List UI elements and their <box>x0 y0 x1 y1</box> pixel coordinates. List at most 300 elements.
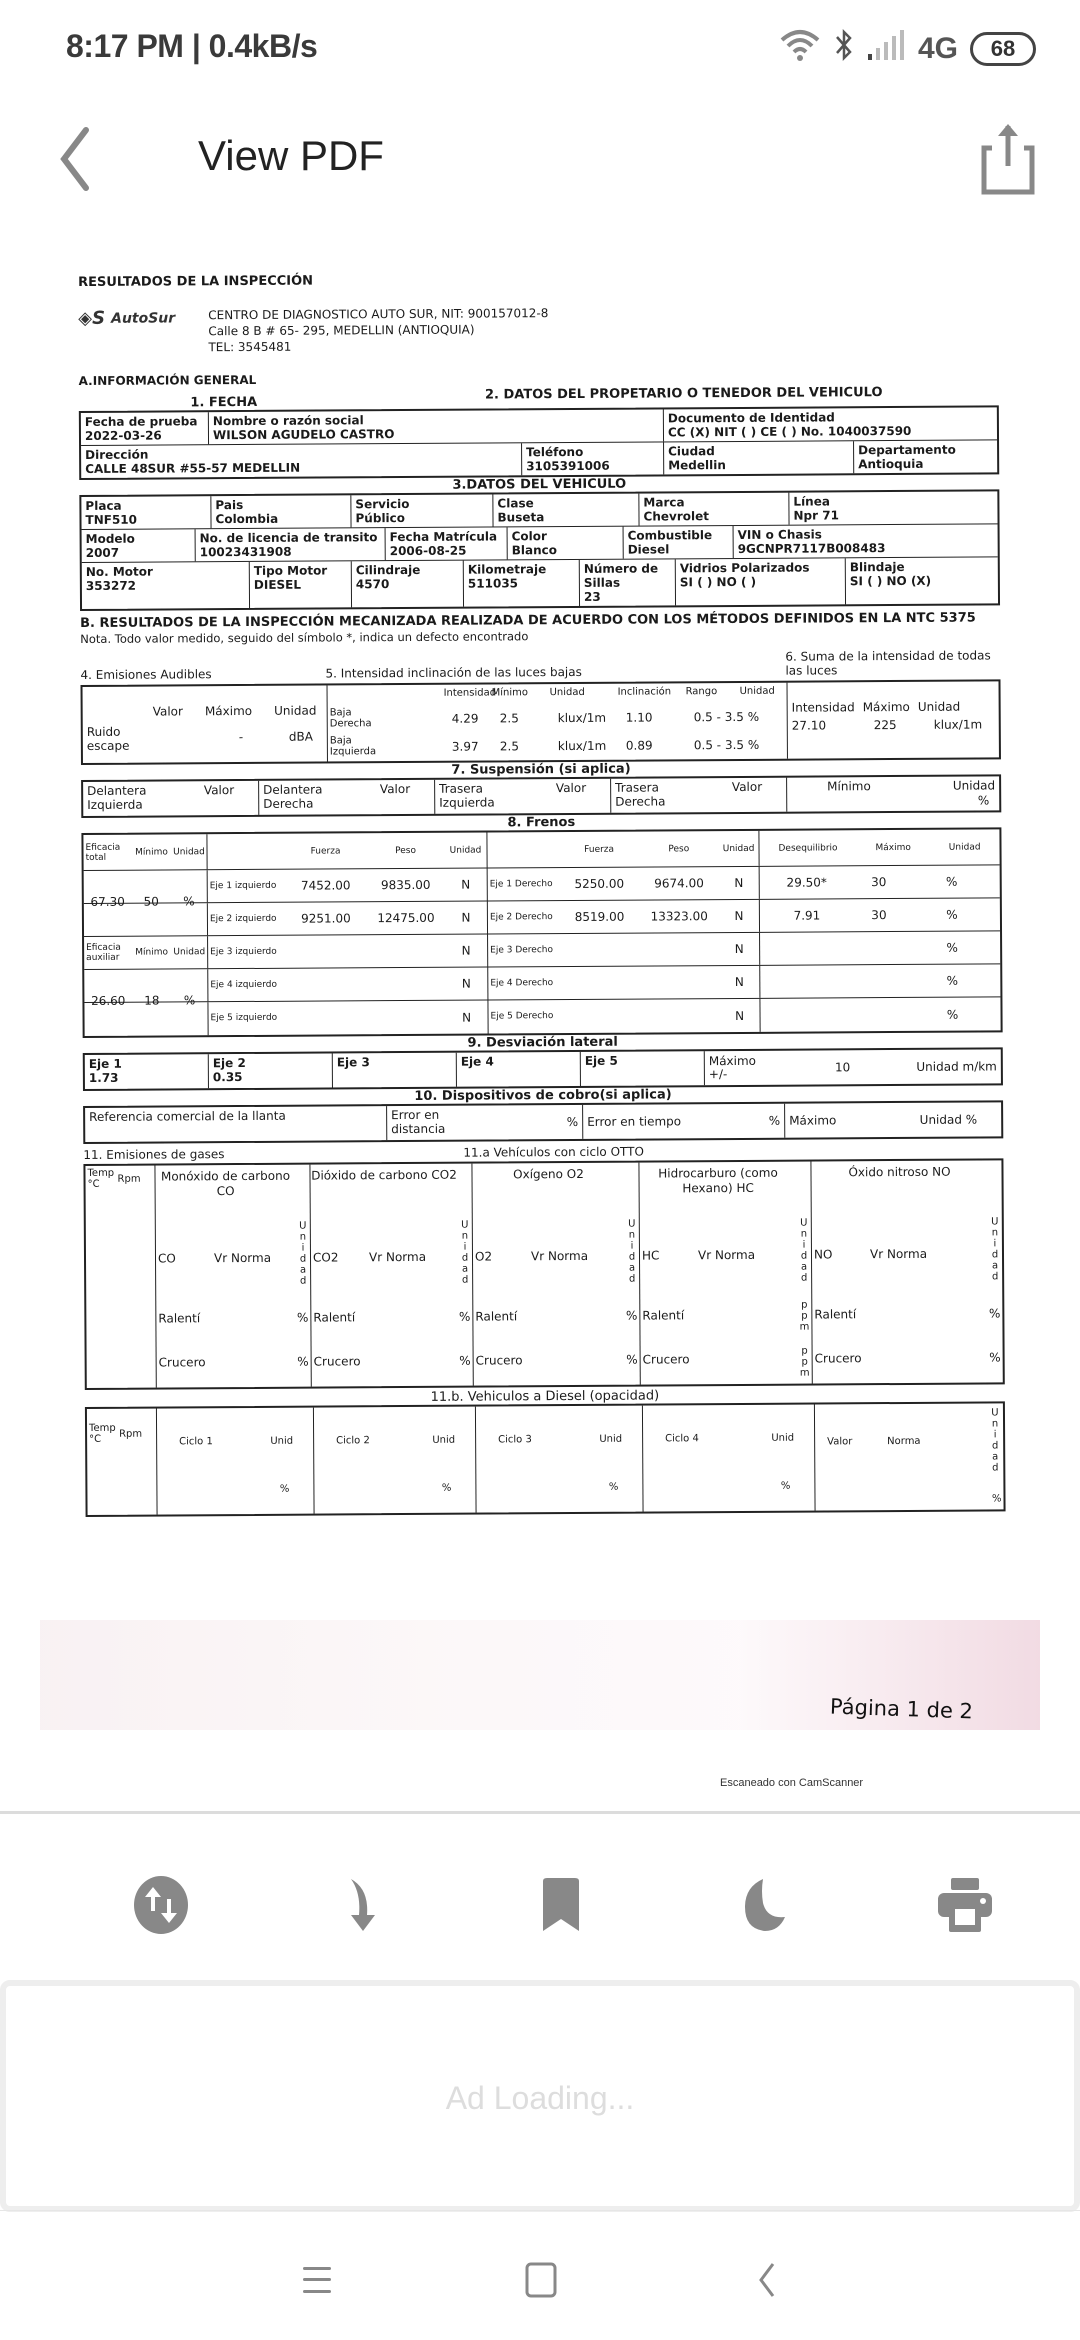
jump-to-page-button[interactable] <box>328 1870 398 1940</box>
eje-label: Eje 5 <box>584 1053 618 1068</box>
eje-value: 1.73 <box>88 1070 119 1085</box>
vehicle-field <box>508 527 624 560</box>
eficacia-cell <box>84 969 208 1008</box>
vehicle-field-value: Blanco <box>511 543 557 558</box>
vertical-char: m <box>799 1321 810 1333</box>
cobro-maximo: Máximo Unidad % <box>789 1112 978 1128</box>
scanner-note: Escaneado con CamScanner <box>720 1777 864 1789</box>
unidad-value: N <box>461 910 471 925</box>
vertical-char: d <box>628 1251 636 1263</box>
deseq-value <box>760 981 854 982</box>
unit-pct: % <box>625 1308 638 1323</box>
unit-pct: % <box>296 1310 309 1325</box>
suspension-value-label: Valor <box>731 779 763 795</box>
vehicle-field-label: Pais <box>215 497 244 513</box>
unid-label: Unid <box>771 1432 795 1444</box>
vertical-char: a <box>992 1451 999 1463</box>
swap-orientation-button[interactable] <box>126 1870 196 1940</box>
chevron-left-icon <box>50 124 110 194</box>
suspension-col <box>259 780 435 815</box>
documento-cell: Documento de Identidad CC (X) NIT ( ) CE ( ) No. 1040037590 <box>667 410 912 440</box>
vehicle-field-label: Placa <box>85 498 122 513</box>
cobro-error-tiempo: Error en tiempo % <box>583 1104 785 1139</box>
unid-label: Unid <box>270 1435 294 1447</box>
temp-label: Temp °C <box>89 1422 116 1445</box>
defect-note: Nota. Todo valor medido, seguido del símbolo *, indica un defecto encontrado <box>80 629 529 646</box>
ad-banner[interactable] <box>0 1980 1080 2212</box>
deseq-cell <box>760 964 1000 997</box>
vehicle-field-value: SI ( ) NO (X) <box>849 573 932 589</box>
ciclo-col <box>157 1408 315 1515</box>
home-button[interactable] <box>516 2260 566 2300</box>
ciclo-col <box>476 1406 644 1513</box>
ad-loading-text: Ad Loading... <box>445 2080 635 2116</box>
ralenti-label: Ralentí <box>158 1311 201 1326</box>
vehicle-field-label: Fecha Matrícula <box>389 529 498 545</box>
desviacion-eje <box>581 1051 705 1086</box>
unidad-value: N <box>461 943 471 958</box>
ralenti-label: Ralentí <box>814 1307 857 1322</box>
suspension-col <box>435 779 611 814</box>
unidad-label: Unidad <box>173 947 206 958</box>
axis-label: Eje 5 izquierdo <box>210 1012 278 1024</box>
share-button[interactable] <box>976 120 1040 200</box>
unidad-vertical-label <box>989 1407 1001 1473</box>
unidad-vertical-label <box>297 1221 309 1287</box>
company-address: Calle 8 B # 65- 295, MEDELLIN (ANTIOQUIA) <box>208 322 475 339</box>
ciclo-label: Ciclo 2 <box>336 1435 370 1447</box>
vehicle-field-label: Combustible <box>627 528 713 543</box>
vehicle-field-value: Colombia <box>215 511 279 527</box>
eficacia-cell <box>84 936 208 969</box>
luces-row-label: Baja Derecha <box>329 707 372 730</box>
unit-pct: % <box>988 1306 1001 1321</box>
frenos-row <box>84 865 1000 909</box>
crucero-label: Crucero <box>475 1353 523 1368</box>
left-axis <box>208 902 488 936</box>
eje-label: Eje 1 <box>88 1056 122 1071</box>
deseq-maximo: 30 <box>871 908 887 923</box>
vehicle-field <box>82 529 196 562</box>
ruido-cell: Valor Máximo Unidad Ruido escape - dBA <box>83 685 328 762</box>
swap-vertical-icon <box>133 1875 189 1935</box>
deseq-value: 29.50* <box>786 875 827 890</box>
deseq-unidad: % <box>946 1007 959 1022</box>
frenos-heading: 8. Frenos <box>507 814 576 831</box>
print-button[interactable] <box>930 1870 1000 1940</box>
rpm-label: Rpm <box>117 1173 141 1185</box>
right-axis <box>488 867 760 901</box>
gas-name: Monóxido de carbono CO <box>160 1168 291 1199</box>
logo-text: AutoSur <box>111 309 176 327</box>
vehicle-field-label: Línea <box>793 494 830 509</box>
unidad-vertical-label <box>459 1220 471 1286</box>
temp-label: Temp °C <box>87 1167 115 1190</box>
vehicle-field-value: 9GCNPR7117B008483 <box>737 541 886 556</box>
telefono-cell: Teléfono 3105391006 <box>522 442 664 475</box>
vehicle-field-label: Modelo <box>85 531 135 546</box>
crucero-label: Crucero <box>814 1351 862 1366</box>
vehicle-field-label: VIN o Chasis <box>737 527 822 542</box>
recent-apps-button[interactable] <box>292 2260 342 2300</box>
frenos-header-row <box>83 829 999 871</box>
luces-value: 2.5 <box>499 739 520 754</box>
signal-icon <box>866 30 906 68</box>
vr-norma-label: Vr Norma <box>368 1249 427 1265</box>
luces-row-label: Baja Izquierda <box>329 735 377 758</box>
frenos-row <box>84 964 1000 1008</box>
eficacia-cell <box>84 903 208 936</box>
deseq-value: 7.91 <box>793 908 821 923</box>
vehicle-field <box>211 495 351 528</box>
vehicle-field <box>351 494 493 527</box>
eje-value: 0.35 <box>212 1070 243 1085</box>
maximo-label: Máximo +/- <box>708 1053 757 1082</box>
gas-code: NO <box>813 1247 833 1262</box>
unidad-value: N <box>461 1010 472 1025</box>
eficacia-cell <box>84 1002 208 1036</box>
company-logo <box>78 307 198 329</box>
cobro-error-distancia: Error en distancia % <box>387 1105 583 1140</box>
vertical-char: p <box>801 1299 808 1311</box>
eficacia-total-label: Eficacia total <box>85 842 121 863</box>
deseq-unidad: % <box>945 874 958 889</box>
desviacion-eje <box>85 1054 209 1089</box>
vehicle-field <box>81 496 211 529</box>
unid-pct: % <box>279 1483 290 1495</box>
deseq-cell <box>760 997 1000 1031</box>
vehicle-field-label: Color <box>511 529 547 544</box>
curved-arrow-down-icon <box>343 1877 383 1933</box>
vertical-char: p <box>801 1310 808 1322</box>
suspension-table <box>81 774 1001 818</box>
minimo-label: Mínimo <box>135 846 168 858</box>
suspension-col <box>83 781 259 816</box>
deseq-value <box>760 948 854 949</box>
company-header <box>78 302 998 356</box>
right-axis <box>488 966 760 1000</box>
deseq-cell <box>760 931 1000 964</box>
suspension-value-label: Valor <box>555 780 587 796</box>
vertical-char: d <box>800 1272 808 1284</box>
luces-value: klux/1m <box>557 710 607 726</box>
direccion-cell: Dirección CALLE 48SUR #55-57 MEDELLIN <box>81 443 522 478</box>
axis-label: Eje 5 Derecho <box>490 1011 554 1022</box>
vehicle-table <box>79 489 1000 611</box>
vehicle-heading: 3.DATOS DEL VEHICULO <box>452 476 627 493</box>
luces-value: 1.10 <box>625 710 653 725</box>
vehicle-field-value: 23 <box>583 589 601 604</box>
vertical-char: d <box>992 1462 999 1474</box>
vertical-char: n <box>628 1229 636 1241</box>
vehicle-field-value: Buseta <box>497 510 545 525</box>
vertical-char: a <box>461 1263 469 1275</box>
temp-rpm-cell <box>87 1409 158 1515</box>
deseq-header: Máximo <box>875 842 911 853</box>
vehicle-field-value: 2006-08-25 <box>389 543 467 559</box>
square-icon <box>524 2262 558 2298</box>
ralenti-label: Ralentí <box>642 1308 685 1323</box>
vehicle-field <box>386 527 508 560</box>
owner-table <box>79 405 999 480</box>
vertical-char: i <box>993 1429 997 1441</box>
vehicle-field-value: Diesel <box>627 542 670 557</box>
bookmark-button[interactable] <box>526 1870 596 1940</box>
app-bar <box>0 110 1080 210</box>
back-triangle-icon <box>755 2262 779 2298</box>
ciclo-col <box>643 1405 816 1512</box>
eje-label: Eje 3 <box>336 1055 370 1070</box>
vertical-char: n <box>800 1228 808 1240</box>
luces-value: 0.89 <box>625 738 653 753</box>
unid-pct: % <box>441 1482 452 1494</box>
vr-norma-label: Vr Norma <box>213 1250 272 1266</box>
vehicle-field-label: Clase <box>497 496 534 511</box>
vehicle-field <box>82 562 250 609</box>
unit-pct: % <box>459 1353 471 1368</box>
unidad-value: N <box>734 908 744 924</box>
vr-norma-label: Vr Norma <box>697 1247 756 1263</box>
back-button[interactable] <box>50 124 110 194</box>
vehicle-field-label: Vidrios Polarizados <box>679 560 810 576</box>
deseq-header: Desequilibrio <box>778 842 838 854</box>
gas-col <box>639 1162 812 1385</box>
ppm-unit <box>798 1300 810 1333</box>
unidad-label: Unidad <box>171 834 207 869</box>
right-headers <box>487 831 759 868</box>
eje-label: Eje 2 <box>212 1055 246 1071</box>
desviacion-table <box>83 1047 1003 1091</box>
unidad-value: N <box>734 974 744 990</box>
vertical-char: d <box>991 1271 999 1283</box>
axis-label: Eje 3 Derecho <box>490 944 554 955</box>
share-icon <box>976 120 1040 200</box>
deseq-maximo: 30 <box>871 875 887 890</box>
axis-label: Eje 1 Derecho <box>489 878 553 889</box>
suspension-value-label: Valor <box>203 783 235 798</box>
otto-heading: 11.a Vehículos con ciclo OTTO <box>463 1144 644 1160</box>
vehicle-field-label: Kilometraje <box>467 562 547 577</box>
left-axis <box>208 935 488 969</box>
peso-value: 12475.00 <box>377 910 435 926</box>
luces-header: Unidad <box>739 685 775 697</box>
right-axis <box>488 933 760 967</box>
frenos-row <box>84 997 1000 1036</box>
desviacion-eje <box>209 1053 333 1088</box>
vehicle-field <box>639 493 789 526</box>
valor-label: Valor <box>827 1436 853 1448</box>
unit-pct: % <box>626 1352 638 1367</box>
unit-pct: % <box>458 1309 471 1324</box>
vertical-char: a <box>800 1261 808 1273</box>
vehicle-field-label: Servicio <box>355 496 410 512</box>
vehicle-field-value: SI ( ) NO ( ) <box>679 574 757 590</box>
vehicle-field <box>250 561 352 608</box>
gases-heading: 11. Emisiones de gases <box>83 1147 225 1162</box>
vertical-char: n <box>461 1230 469 1242</box>
vehicle-field <box>493 494 639 527</box>
section-a-heading: A.INFORMACIÓN GENERAL <box>78 372 257 388</box>
unidad-value: N <box>735 1008 745 1023</box>
network-type: 4G <box>917 32 958 65</box>
suspension-label: Trasera Derecha <box>615 780 666 809</box>
eficacia-cell <box>84 870 208 909</box>
otto-table <box>83 1158 1004 1390</box>
vertical-char: i <box>993 1238 997 1250</box>
luces-value: 2.5 <box>499 711 519 726</box>
gas-col <box>310 1164 473 1387</box>
gas-code: O2 <box>474 1249 493 1264</box>
moon-icon <box>739 1877 787 1933</box>
pdf-toolbar <box>0 1850 1080 1970</box>
eficacia-total-value: 67.30 <box>90 894 125 909</box>
frenos-row <box>84 931 1000 970</box>
luces-value: % <box>747 737 760 752</box>
deseq-cell <box>760 898 1000 931</box>
suspension-col <box>611 778 787 813</box>
ciclo-label: Ciclo 3 <box>498 1434 532 1446</box>
gas-col <box>472 1163 640 1386</box>
vehicle-field <box>352 561 464 608</box>
vehicle-field-label: Cilindraje <box>355 562 421 578</box>
unidad-value: N <box>461 877 471 892</box>
suspension-unidad-label: Unidad <box>952 778 996 793</box>
vehicle-field <box>734 524 998 558</box>
luces-header: Unidad <box>549 686 585 699</box>
luces-value: 0.5 - 3.5 <box>693 709 744 725</box>
vertical-char: m <box>799 1367 810 1379</box>
menu-icon <box>301 2264 333 2296</box>
unid-label: Unid <box>432 1434 456 1446</box>
axis-label: Eje 1 izquierdo <box>209 880 277 891</box>
peso-value: 9674.00 <box>654 876 704 891</box>
toolbar-divider <box>0 1811 1080 1814</box>
axis-label: Eje 4 Derecho <box>490 977 554 988</box>
suspension-minimo-label: Mínimo <box>827 779 871 794</box>
left-axis <box>208 968 488 1002</box>
unidad-label: Unidad m/km <box>916 1059 997 1074</box>
vertical-char: i <box>802 1239 806 1251</box>
pdf-page[interactable] <box>40 220 1040 1750</box>
suma-heading: 6. Suma de la intensidad de todas las luces <box>785 648 991 678</box>
vertical-char: d <box>299 1275 307 1287</box>
vehicle-field <box>846 557 998 604</box>
deseq-headers <box>759 842 999 853</box>
ralenti-label: Ralentí <box>313 1310 356 1325</box>
vertical-char: a <box>991 1260 999 1272</box>
vertical-char: d <box>461 1252 469 1264</box>
luces-header: Inclinación <box>617 686 672 698</box>
vehicle-field-value: 2007 <box>85 545 120 560</box>
deseq-value <box>761 1015 855 1016</box>
vehicle-field-value: Público <box>355 511 406 526</box>
suspension-label: Delantera Derecha <box>263 782 323 811</box>
gas-code: CO2 <box>312 1250 339 1265</box>
owner-heading: 2. DATOS DEL PROPETARIO O TENEDOR DEL VEHICULO <box>484 385 883 403</box>
vehicle-field-value: 10023431908 <box>199 544 292 560</box>
maximo-value: 10 <box>834 1060 851 1075</box>
vehicle-field-value: DIESEL <box>253 577 302 592</box>
norma-label: Norma <box>887 1435 921 1448</box>
desviacion-heading: 9. Desviación lateral <box>467 1034 618 1051</box>
inspection-document <box>78 269 1006 1517</box>
deseq-cell <box>760 865 1000 898</box>
frenos-header: Peso <box>395 845 416 856</box>
fecha-cell: Fecha de prueba 2022-03-26 <box>81 412 209 445</box>
lights-table <box>81 679 1001 765</box>
vehicle-field-value: TNF510 <box>85 512 138 527</box>
vehicle-field <box>464 560 580 607</box>
suma-cell: Intensidad Máximo Unidad 27.10 225 klux/1m <box>791 699 983 733</box>
night-mode-button[interactable] <box>728 1870 798 1940</box>
rpm-label: Rpm <box>119 1428 143 1440</box>
suspension-value-label: Valor <box>379 781 411 797</box>
vertical-char: p <box>801 1345 808 1357</box>
ciclo-label: Ciclo 4 <box>665 1433 699 1445</box>
right-axis <box>488 900 760 934</box>
ralenti-label: Ralentí <box>475 1309 518 1324</box>
vertical-char: d <box>800 1250 808 1262</box>
vehicle-field-value: Chevrolet <box>643 509 709 524</box>
diesel-table <box>85 1401 1006 1517</box>
vehicle-field-label: Número de Sillas <box>583 561 659 590</box>
unidad-value: N <box>734 941 744 957</box>
unidad-value: N <box>461 976 471 991</box>
vehicle-field-label: No. Motor <box>85 564 153 579</box>
gas-name: Oxígeno O2 <box>513 1166 584 1182</box>
desviacion-eje <box>333 1053 457 1088</box>
unit-pct: % <box>989 1350 1001 1365</box>
crucero-label: Crucero <box>313 1354 361 1369</box>
wifi-icon <box>778 28 822 70</box>
page-number: Página 1 de 2 <box>829 1694 974 1724</box>
emisiones-heading: 4. Emisiones Audibles <box>80 667 212 682</box>
left-axis <box>208 1001 488 1036</box>
gas-code: HC <box>641 1248 660 1263</box>
vertical-char: U <box>800 1217 808 1229</box>
nav-back-button[interactable] <box>742 2260 792 2300</box>
vertical-char: n <box>299 1231 307 1243</box>
vertical-char: d <box>991 1440 999 1452</box>
vr-norma-label: Vr Norma <box>530 1248 589 1264</box>
vehicle-field-label: Blindaje <box>849 559 905 575</box>
axis-label: Eje 4 izquierdo <box>210 979 277 990</box>
frenos-header: Unidad <box>722 843 755 854</box>
vehicle-field <box>624 526 734 559</box>
deseq-header: Unidad <box>948 841 981 853</box>
eficacia-total-minimo: 50 <box>143 894 159 909</box>
vehicle-row <box>82 557 998 609</box>
fuerza-value: 8519.00 <box>574 909 625 924</box>
unid-pct: % <box>780 1480 791 1492</box>
frenos-table <box>81 827 1002 1038</box>
frenos-header: Fuerza <box>310 845 341 857</box>
battery-icon <box>970 32 1036 66</box>
peso-value: 13323.00 <box>650 909 708 924</box>
system-nav-bar <box>0 2220 1080 2340</box>
crucero-label: Crucero <box>158 1355 206 1370</box>
company-phone: TEL: 3545481 <box>208 339 292 355</box>
doc-title: RESULTADOS DE LA INSPECCIÓN <box>78 273 314 290</box>
unidad-vertical-label <box>989 1216 1001 1282</box>
peso-value: 9835.00 <box>380 877 431 893</box>
unid-label: Unid <box>599 1433 623 1445</box>
eje-label: Eje 4 <box>460 1054 494 1069</box>
vertical-char: i <box>301 1242 305 1254</box>
vertical-char: p <box>801 1356 808 1368</box>
vehicle-field-value: Npr 71 <box>793 508 839 523</box>
ciclo-col <box>314 1407 477 1514</box>
